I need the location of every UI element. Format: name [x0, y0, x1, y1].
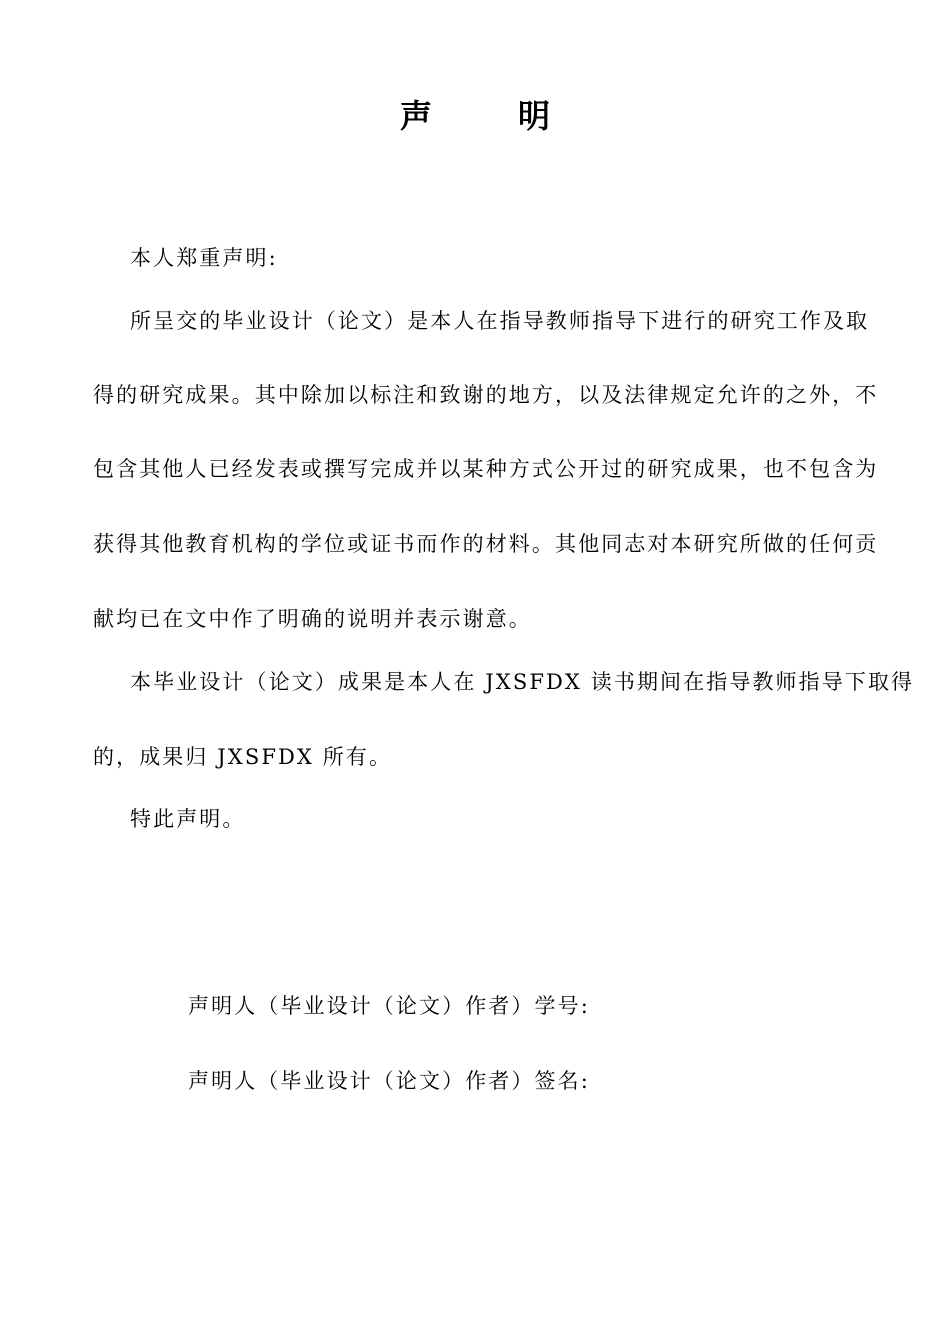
para1-line-3: 包含其他人已经发表或撰写完成并以某种方式公开过的研究成果，也不包含为	[93, 457, 879, 481]
para1-line-4: 获得其他教育机构的学位或证书而作的材料。其他同志对本研究所做的任何贡	[93, 532, 879, 556]
signature-label: 声明人（毕业设计（论文）作者）签名:	[188, 1069, 590, 1093]
para2-line-1: 本毕业设计（论文）成果是本人在 JXSFDX 读书期间在指导教师指导下取得	[130, 670, 915, 694]
para1-line-5: 献均已在文中作了明确的说明并表示谢意。	[93, 607, 532, 631]
salutation: 本人郑重声明:	[130, 246, 278, 270]
student-id-label: 声明人（毕业设计（论文）作者）学号:	[188, 994, 590, 1018]
para1-line-1: 所呈交的毕业设计（论文）是本人在指导教师指导下进行的研究工作及取	[130, 309, 870, 333]
closing-statement: 特此声明。	[130, 807, 246, 831]
title-char-2: 明	[518, 97, 551, 135]
para1-line-2: 得的研究成果。其中除加以标注和致谢的地方，以及法律规定允许的之外，不	[93, 383, 879, 407]
page-title	[0, 92, 950, 140]
title-char-1: 声	[399, 97, 432, 135]
para2-line-2: 的，成果归 JXSFDX 所有。	[93, 745, 393, 769]
